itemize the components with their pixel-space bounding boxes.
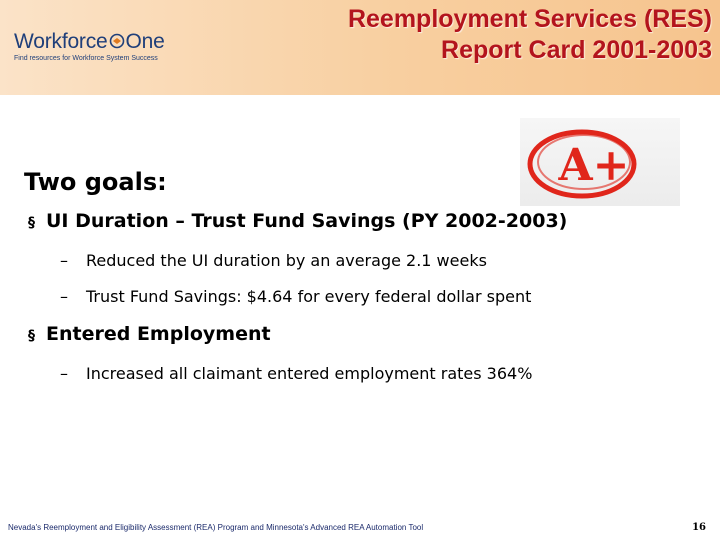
logo-tagline: Find resources for Workforce System Success bbox=[14, 55, 158, 62]
dash-icon: – bbox=[60, 251, 68, 270]
slide-header bbox=[0, 0, 720, 95]
dash-icon: – bbox=[60, 287, 68, 306]
bullet-ui-duration bbox=[28, 210, 567, 232]
logo-mark-icon bbox=[109, 33, 125, 49]
logo-name-suffix: One bbox=[125, 30, 165, 53]
subitem-employment-rates bbox=[60, 364, 532, 383]
subitem-text: Increased all claimant entered employment rates 364% bbox=[86, 364, 533, 383]
slide-title-line2: Report Card 2001-2003 bbox=[441, 36, 712, 64]
bullet-entered-employment bbox=[28, 323, 271, 345]
subitem-text: Trust Fund Savings: $4.64 for every federal dollar spent bbox=[86, 287, 532, 306]
dash-icon: – bbox=[60, 364, 68, 383]
slide-title bbox=[348, 4, 712, 66]
bullet-icon: § bbox=[28, 215, 35, 231]
subitem-trust-fund-savings bbox=[60, 287, 531, 306]
logo-name-prefix: Workforce bbox=[14, 30, 108, 53]
a-plus-grade-icon bbox=[520, 118, 680, 206]
subitem-ui-duration-reduced bbox=[60, 251, 487, 270]
grade-text: A+ bbox=[558, 140, 630, 191]
goals-heading: Two goals: bbox=[24, 168, 167, 196]
page-number: 16 bbox=[692, 522, 706, 533]
bullet-ui-duration-text: UI Duration – Trust Fund Savings (PY 2002-2003) bbox=[46, 210, 568, 232]
slide-footer bbox=[0, 520, 720, 540]
bullet-entered-employment-text: Entered Employment bbox=[46, 323, 271, 345]
subitem-text: Reduced the UI duration by an average 2.1 weeks bbox=[86, 251, 487, 270]
grade-image bbox=[520, 118, 680, 206]
workforce-one-logo bbox=[14, 30, 214, 74]
bullet-icon: § bbox=[28, 328, 35, 344]
footer-text: Nevada's Reemployment and Eligibility Assessment (REA) Program and Minnesota's Advanced REA Automation Tool bbox=[8, 523, 424, 532]
slide-title-line1: Reemployment Services (RES) bbox=[347, 5, 712, 33]
logo-name bbox=[14, 30, 214, 54]
